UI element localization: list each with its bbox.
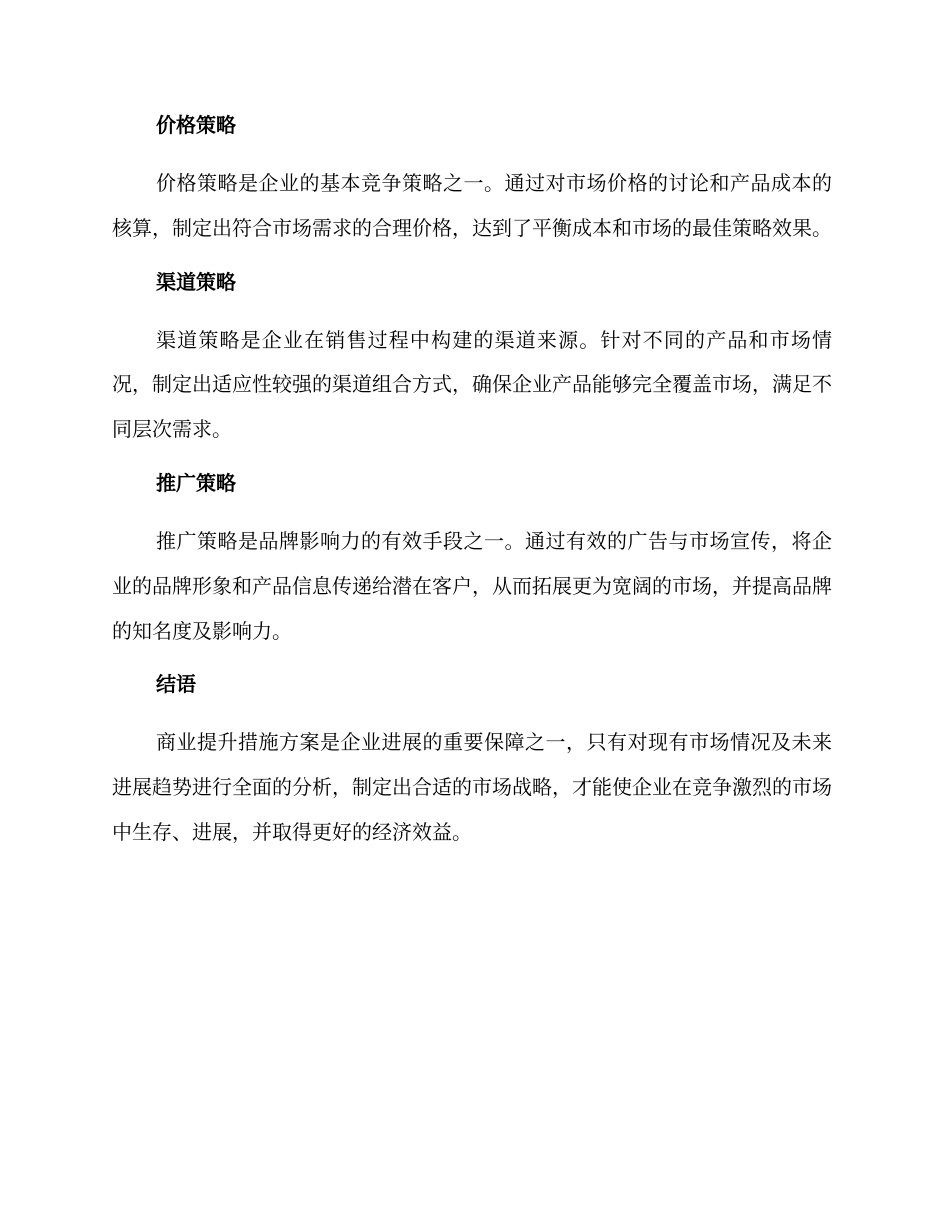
section-paragraph: 推广策略是品牌影响力的有效手段之一。通过有效的广告与市场宣传，将企业的品牌形象和产品信息传递给潜在客户，从而拓展更为宽阔的市场，并提高品牌的知名度及影响力。 (112, 528, 832, 643)
section-heading: 推广策略 (156, 470, 236, 495)
section-channel (112, 267, 832, 452)
section-heading: 价格策略 (156, 113, 236, 137)
section-paragraph: 渠道策略是企业在销售过程中构建的渠道来源。针对不同的产品和市场情况，制定出适应性较强的渠道组合方式，确保企业产品能够完全覆盖市场，满足不同层次需求。 (112, 327, 832, 442)
section-paragraph: 价格策略是企业的基本竞争策略之一。通过对市场价格的讨论和产品成本的核算，制定出符合市场需求的合理价格，达到了平衡成本和市场的最佳策略效果。 (112, 171, 832, 240)
section-promotion (112, 468, 832, 653)
section-heading: 渠道策略 (156, 269, 236, 294)
section-heading: 结语 (156, 672, 196, 697)
section-price (112, 110, 832, 251)
section-paragraph: 商业提升措施方案是企业进展的重要保障之一，只有对现有市场情况及未来进展趋势进行全面的分析，制定出合适的市场战略，才能使企业在竞争激烈的市场中生存、进展，并取得更好的经济效益。 (112, 730, 832, 844)
section-conclusion (112, 669, 832, 854)
